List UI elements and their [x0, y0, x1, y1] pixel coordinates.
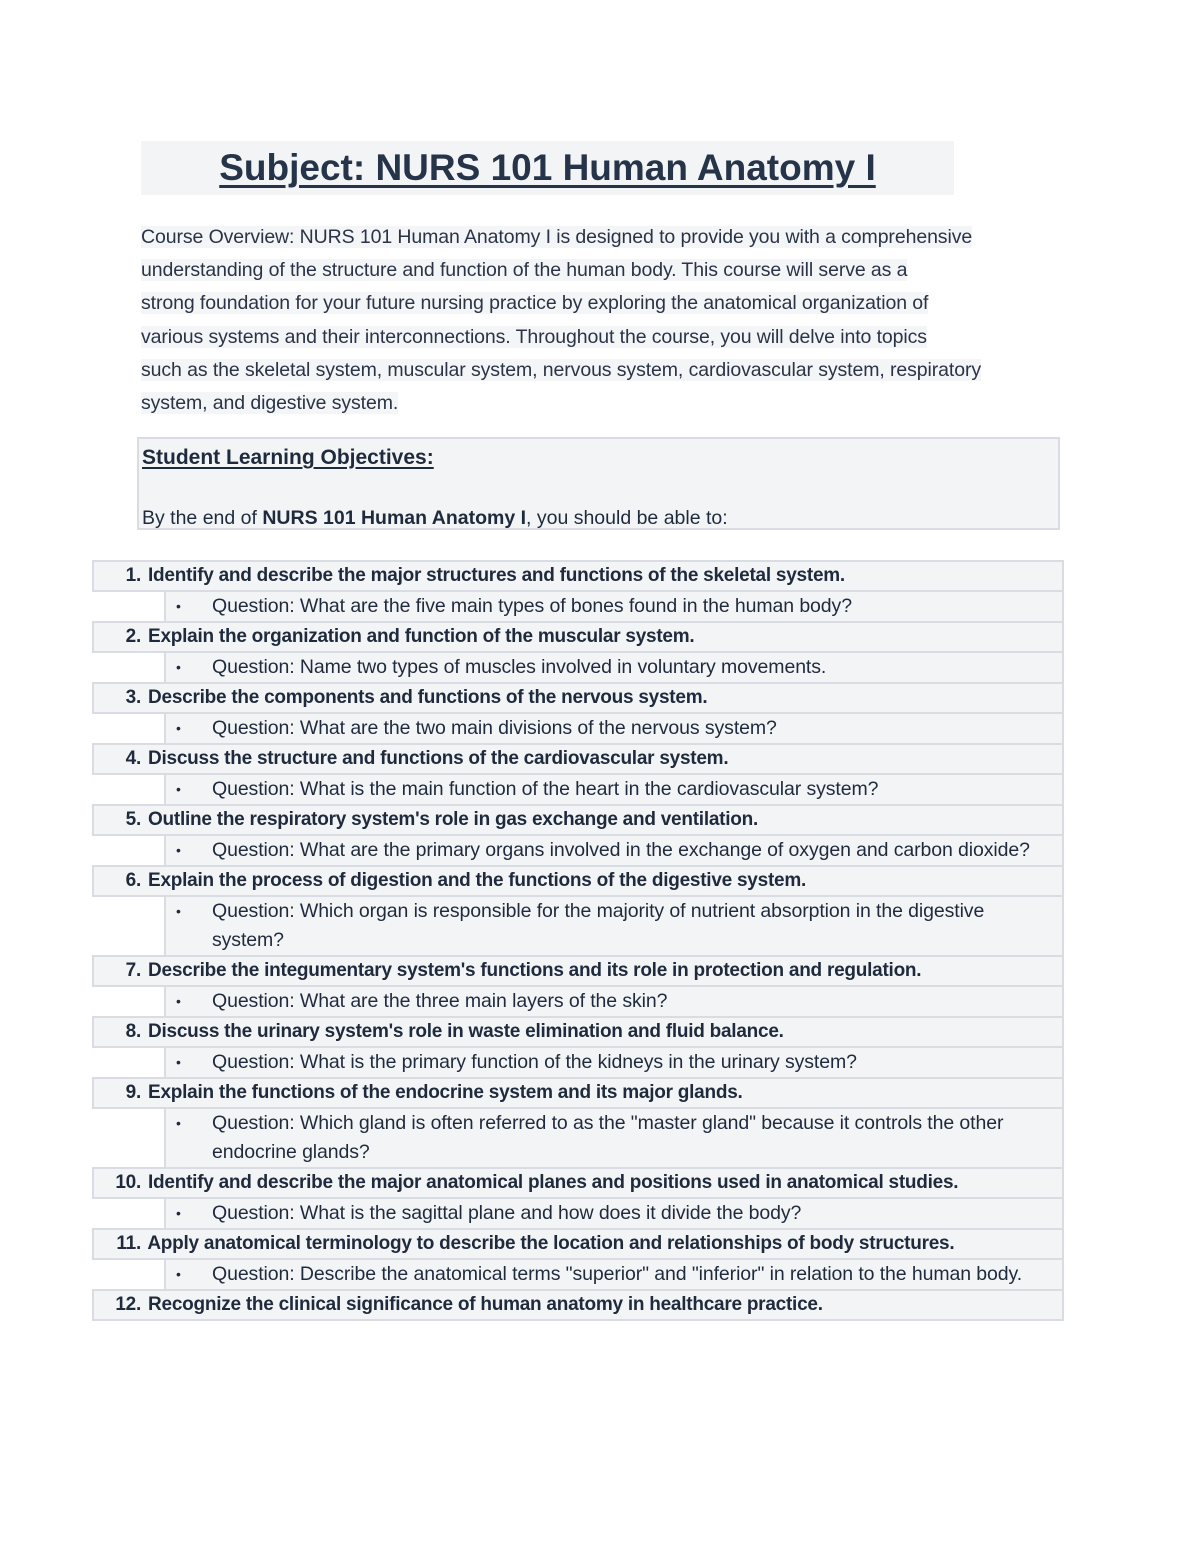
- objective-text: Describe the components and functions of the nervous system.: [148, 687, 708, 708]
- objective-row: [93, 866, 1063, 896]
- objective-number: 11.: [116, 1233, 141, 1254]
- page-title: Subject: NURS 101 Human Anatomy I: [219, 147, 876, 188]
- objective-number: 1.: [125, 565, 141, 586]
- objective-row: [93, 956, 1063, 986]
- objective-row: [93, 1017, 1063, 1047]
- bullet-icon: •: [176, 598, 181, 614]
- intro-course-name: NURS 101 Human Anatomy I: [262, 507, 527, 529]
- objective-text: Describe the integumentary system's functions and its role in protection and regulation.: [148, 960, 922, 981]
- question-row: [93, 774, 1063, 805]
- objective-cell: [93, 866, 1063, 896]
- objectives-heading: Student Learning Objectives:: [142, 446, 434, 469]
- objective-cell: [93, 956, 1063, 986]
- question-row: [93, 896, 1063, 956]
- overview-line: system, and digestive system.: [141, 392, 399, 415]
- question-text: Question: What are the primary organs involved in the exchange of oxygen and carbon dioxide?: [212, 839, 1030, 861]
- objective-text: Identify and describe the major structures and functions of the skeletal system.: [148, 565, 845, 586]
- overview-line: such as the skeletal system, muscular system, nervous system, cardiovascular system, respiratory: [141, 358, 982, 381]
- question-indent: [93, 986, 165, 1017]
- question-indent: [93, 713, 165, 744]
- objective-row: [93, 1168, 1063, 1198]
- question-indent: [93, 652, 165, 683]
- question-cell: [165, 1047, 1063, 1078]
- question-cell: [165, 1259, 1063, 1290]
- objective-cell: [93, 1290, 1063, 1320]
- overview-line: various systems and their interconnections. Throughout the course, you will delve into topics: [141, 325, 927, 348]
- question-row: [93, 652, 1063, 683]
- overview-line: understanding of the structure and function of the human body. This course will serve as a: [141, 259, 908, 282]
- objective-row: [93, 683, 1063, 713]
- objective-number: 4.: [125, 748, 141, 769]
- objective-text: Discuss the structure and functions of the cardiovascular system.: [148, 748, 729, 769]
- question-row: [93, 1198, 1063, 1229]
- question-text: Question: Describe the anatomical terms "superior" and "inferior" in relation to the human body.: [212, 1263, 1023, 1285]
- question-indent: [93, 1047, 165, 1078]
- objective-cell: [93, 683, 1063, 713]
- objective-row: [93, 1078, 1063, 1108]
- bullet-icon: •: [176, 1054, 181, 1070]
- question-text: Question: What are the five main types of bones found in the human body?: [212, 595, 852, 617]
- objective-cell: [93, 1229, 1063, 1259]
- question-text: Question: Name two types of muscles involved in voluntary movements.: [212, 656, 827, 678]
- bullet-icon: •: [176, 1115, 181, 1131]
- objective-text: Explain the process of digestion and the functions of the digestive system.: [148, 870, 807, 891]
- objective-number: 2.: [125, 626, 141, 647]
- objective-cell: [93, 1168, 1063, 1198]
- question-text: Question: What is the main function of the heart in the cardiovascular system?: [212, 778, 879, 800]
- question-indent: [93, 774, 165, 805]
- objective-text: Identify and describe the major anatomical planes and positions used in anatomical studies.: [148, 1172, 959, 1193]
- question-cell: [165, 986, 1063, 1017]
- objective-text: Apply anatomical terminology to describe the location and relationships of body structures.: [147, 1233, 955, 1254]
- objective-row: [93, 1290, 1063, 1320]
- question-text: Question: What are the two main divisions of the nervous system?: [212, 717, 777, 739]
- intro-text: By the end of: [142, 507, 263, 529]
- objective-text: Recognize the clinical significance of human anatomy in healthcare practice.: [148, 1294, 823, 1315]
- objective-cell: [93, 805, 1063, 835]
- question-text: Question: What are the three main layers of the skin?: [212, 990, 668, 1012]
- course-overview: [141, 221, 1061, 420]
- bullet-icon: •: [176, 720, 181, 736]
- objective-cell: [93, 1017, 1063, 1047]
- bullet-icon: •: [176, 903, 181, 919]
- objective-number: 12.: [115, 1294, 141, 1315]
- objective-number: 10.: [115, 1172, 141, 1193]
- objective-number: 5.: [125, 809, 141, 830]
- question-cell: [165, 652, 1063, 683]
- question-row: [93, 986, 1063, 1017]
- bullet-icon: •: [176, 1266, 181, 1282]
- objective-row: [93, 805, 1063, 835]
- question-row: [93, 1047, 1063, 1078]
- question-cell: [165, 1198, 1063, 1229]
- question-row: [93, 1108, 1063, 1168]
- objective-text: Explain the functions of the endocrine system and its major glands.: [148, 1082, 743, 1103]
- objective-number: 3.: [125, 687, 141, 708]
- question-cell: [165, 835, 1063, 866]
- overview-line: Course Overview: NURS 101 Human Anatomy I is designed to provide you with a comprehensive: [141, 226, 973, 248]
- question-row: [93, 835, 1063, 866]
- objective-number: 6.: [125, 870, 141, 891]
- question-indent: [93, 1259, 165, 1290]
- question-cell: [165, 1108, 1063, 1168]
- objectives-table: [92, 560, 1064, 1321]
- objective-row: [93, 1229, 1063, 1259]
- bullet-icon: •: [176, 781, 181, 797]
- question-cell: [165, 713, 1063, 744]
- question-cell: [165, 774, 1063, 805]
- objective-row: [93, 744, 1063, 774]
- question-row: [93, 591, 1063, 622]
- bullet-icon: •: [176, 659, 181, 675]
- objective-cell: [93, 1078, 1063, 1108]
- objective-cell: [93, 561, 1063, 591]
- question-indent: [93, 1108, 165, 1168]
- question-text: Question: Which gland is often referred to as the "master gland" because it controls the other endocrine glands?: [212, 1112, 1004, 1163]
- objective-cell: [93, 744, 1063, 774]
- question-indent: [93, 591, 165, 622]
- question-row: [93, 713, 1063, 744]
- intro-text: , you should be able to:: [526, 507, 728, 529]
- objective-row: [93, 622, 1063, 652]
- question-indent: [93, 835, 165, 866]
- objective-text: Explain the organization and function of the muscular system.: [148, 626, 695, 647]
- bullet-icon: •: [176, 842, 181, 858]
- question-text: Question: What is the primary function of the kidneys in the urinary system?: [212, 1051, 857, 1073]
- question-indent: [93, 896, 165, 956]
- question-text: Question: Which organ is responsible for the majority of nutrient absorption in the digestive system?: [212, 900, 985, 951]
- objective-cell: [93, 622, 1063, 652]
- objective-row: [93, 561, 1063, 591]
- bullet-icon: •: [176, 993, 181, 1009]
- question-cell: [165, 896, 1063, 956]
- bullet-icon: •: [176, 1205, 181, 1221]
- objective-number: 8.: [125, 1021, 141, 1042]
- overview-line: strong foundation for your future nursing practice by exploring the anatomical organization of: [141, 292, 929, 315]
- objective-number: 7.: [125, 960, 141, 981]
- question-cell: [165, 591, 1063, 622]
- objectives-intro: [142, 504, 728, 532]
- question-row: [93, 1259, 1063, 1290]
- objective-text: Discuss the urinary system's role in waste elimination and fluid balance.: [148, 1021, 784, 1042]
- objective-number: 9.: [125, 1082, 141, 1103]
- question-text: Question: What is the sagittal plane and how does it divide the body?: [212, 1202, 802, 1224]
- objective-text: Outline the respiratory system's role in gas exchange and ventilation.: [148, 809, 759, 830]
- question-indent: [93, 1198, 165, 1229]
